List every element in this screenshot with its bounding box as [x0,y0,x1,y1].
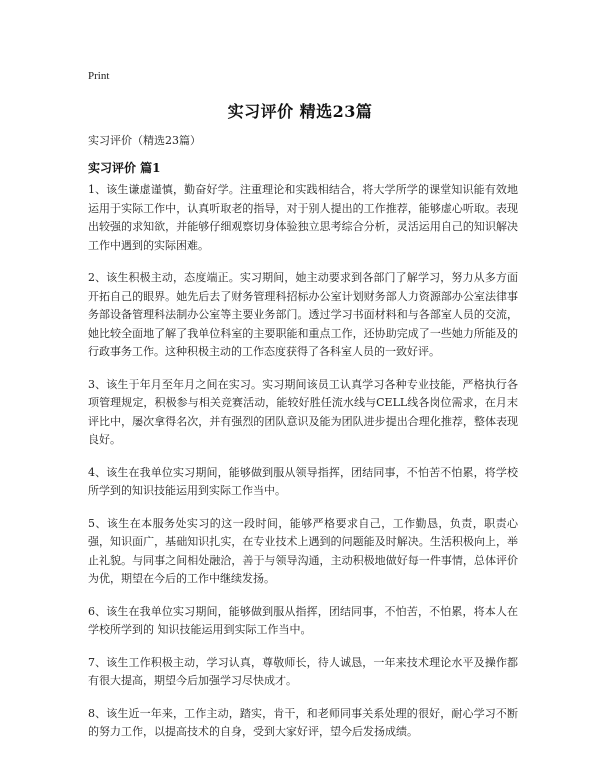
page-title: 实习评价 精选23篇 [227,102,373,121]
paragraph-3: 3、该生于年月至年月之间在实习。实习期间该员工认真学习各种专业技能，严格执行各项管理规定，积极参与相关竞赛活动，能较好胜任流水线与CELL线各岗位需求，在月末评比中，屡次拿得名次，并有强烈的团队意识及能为团队进步提出合理化推荐，整体表现良好。 [88,377,518,446]
paragraph-8: 8、该生近一年来，工作主动，踏实，肯干，和老师同事关系处理的很好，耐心学习不断的努力工作，以提高技术的自身，受到大家好评，望今后发扬成绩。 [88,706,518,738]
paragraph-2: 2、该生积极主动，态度端正。实习期间，她主动要求到各部门了解学习，努力从多方面开拓自己的眼界。她先后去了财务管理科招标办公室计划财务部人力资源部办公室法律事务部设备管理科法制办公室等主要业务部门。透过学习书面材料和与各部室人员的交流，她比较全面地了解了我单位科室的主要职能和重点工作，还协助完成了一些她力所能及的行政事务工作。这种积极主动的工作态度获得了各科室人员的一致好评。 [88,271,518,358]
print-link[interactable]: Print [88,70,110,82]
paragraph-4: 4、该生在我单位实习期间，能够做到服从领导指挥，团结同事，不怕苦不怕累，将学校所学到的知识技能运用到实际工作当中。 [88,465,518,497]
section-heading: 实习评价 篇1 [88,161,161,175]
paragraph-7: 7、该生工作积极主动，学习认真，尊敬师长，待人诚恳，一年来技术理论水平及操作都有很大提高，期望今后加强学习尽快成才。 [88,655,518,687]
paragraph-6: 6、该生在我单位实习期间，能够做到服从指挥，团结同事，不怕苦，不怕累，将本人在学校所学到的 知识技能运用到实际工作当中。 [88,604,518,636]
document-subtitle: 实习评价（精选23篇） [88,134,201,147]
paragraph-1: 1、该生谦虚谨慎，勤奋好学。注重理论和实践相结合，将大学所学的课堂知识能有效地运用于实际工作中，认真听取老的指导，对于别人提出的工作推荐，能够虚心听取。表现出较强的求知欲，并能够仔细观察切身体验独立思考综合分析，灵活运用自己的知识解决工作中遇到的实际困难。 [88,183,518,252]
paragraph-5: 5、该生在本服务处实习的这一段时间，能够严格要求自己，工作勤恳，负责，职责心强，知识面广，基础知识扎实，在专业技术上遇到的问题能及时解决。生活积极向上，举止礼貌。与同事之间相处融洽，善于与领导沟通，主动积极地做好每一件事情，总体评价为优，期望在今后的工作中继续发扬。 [88,516,518,585]
article-body [88,181,518,756]
